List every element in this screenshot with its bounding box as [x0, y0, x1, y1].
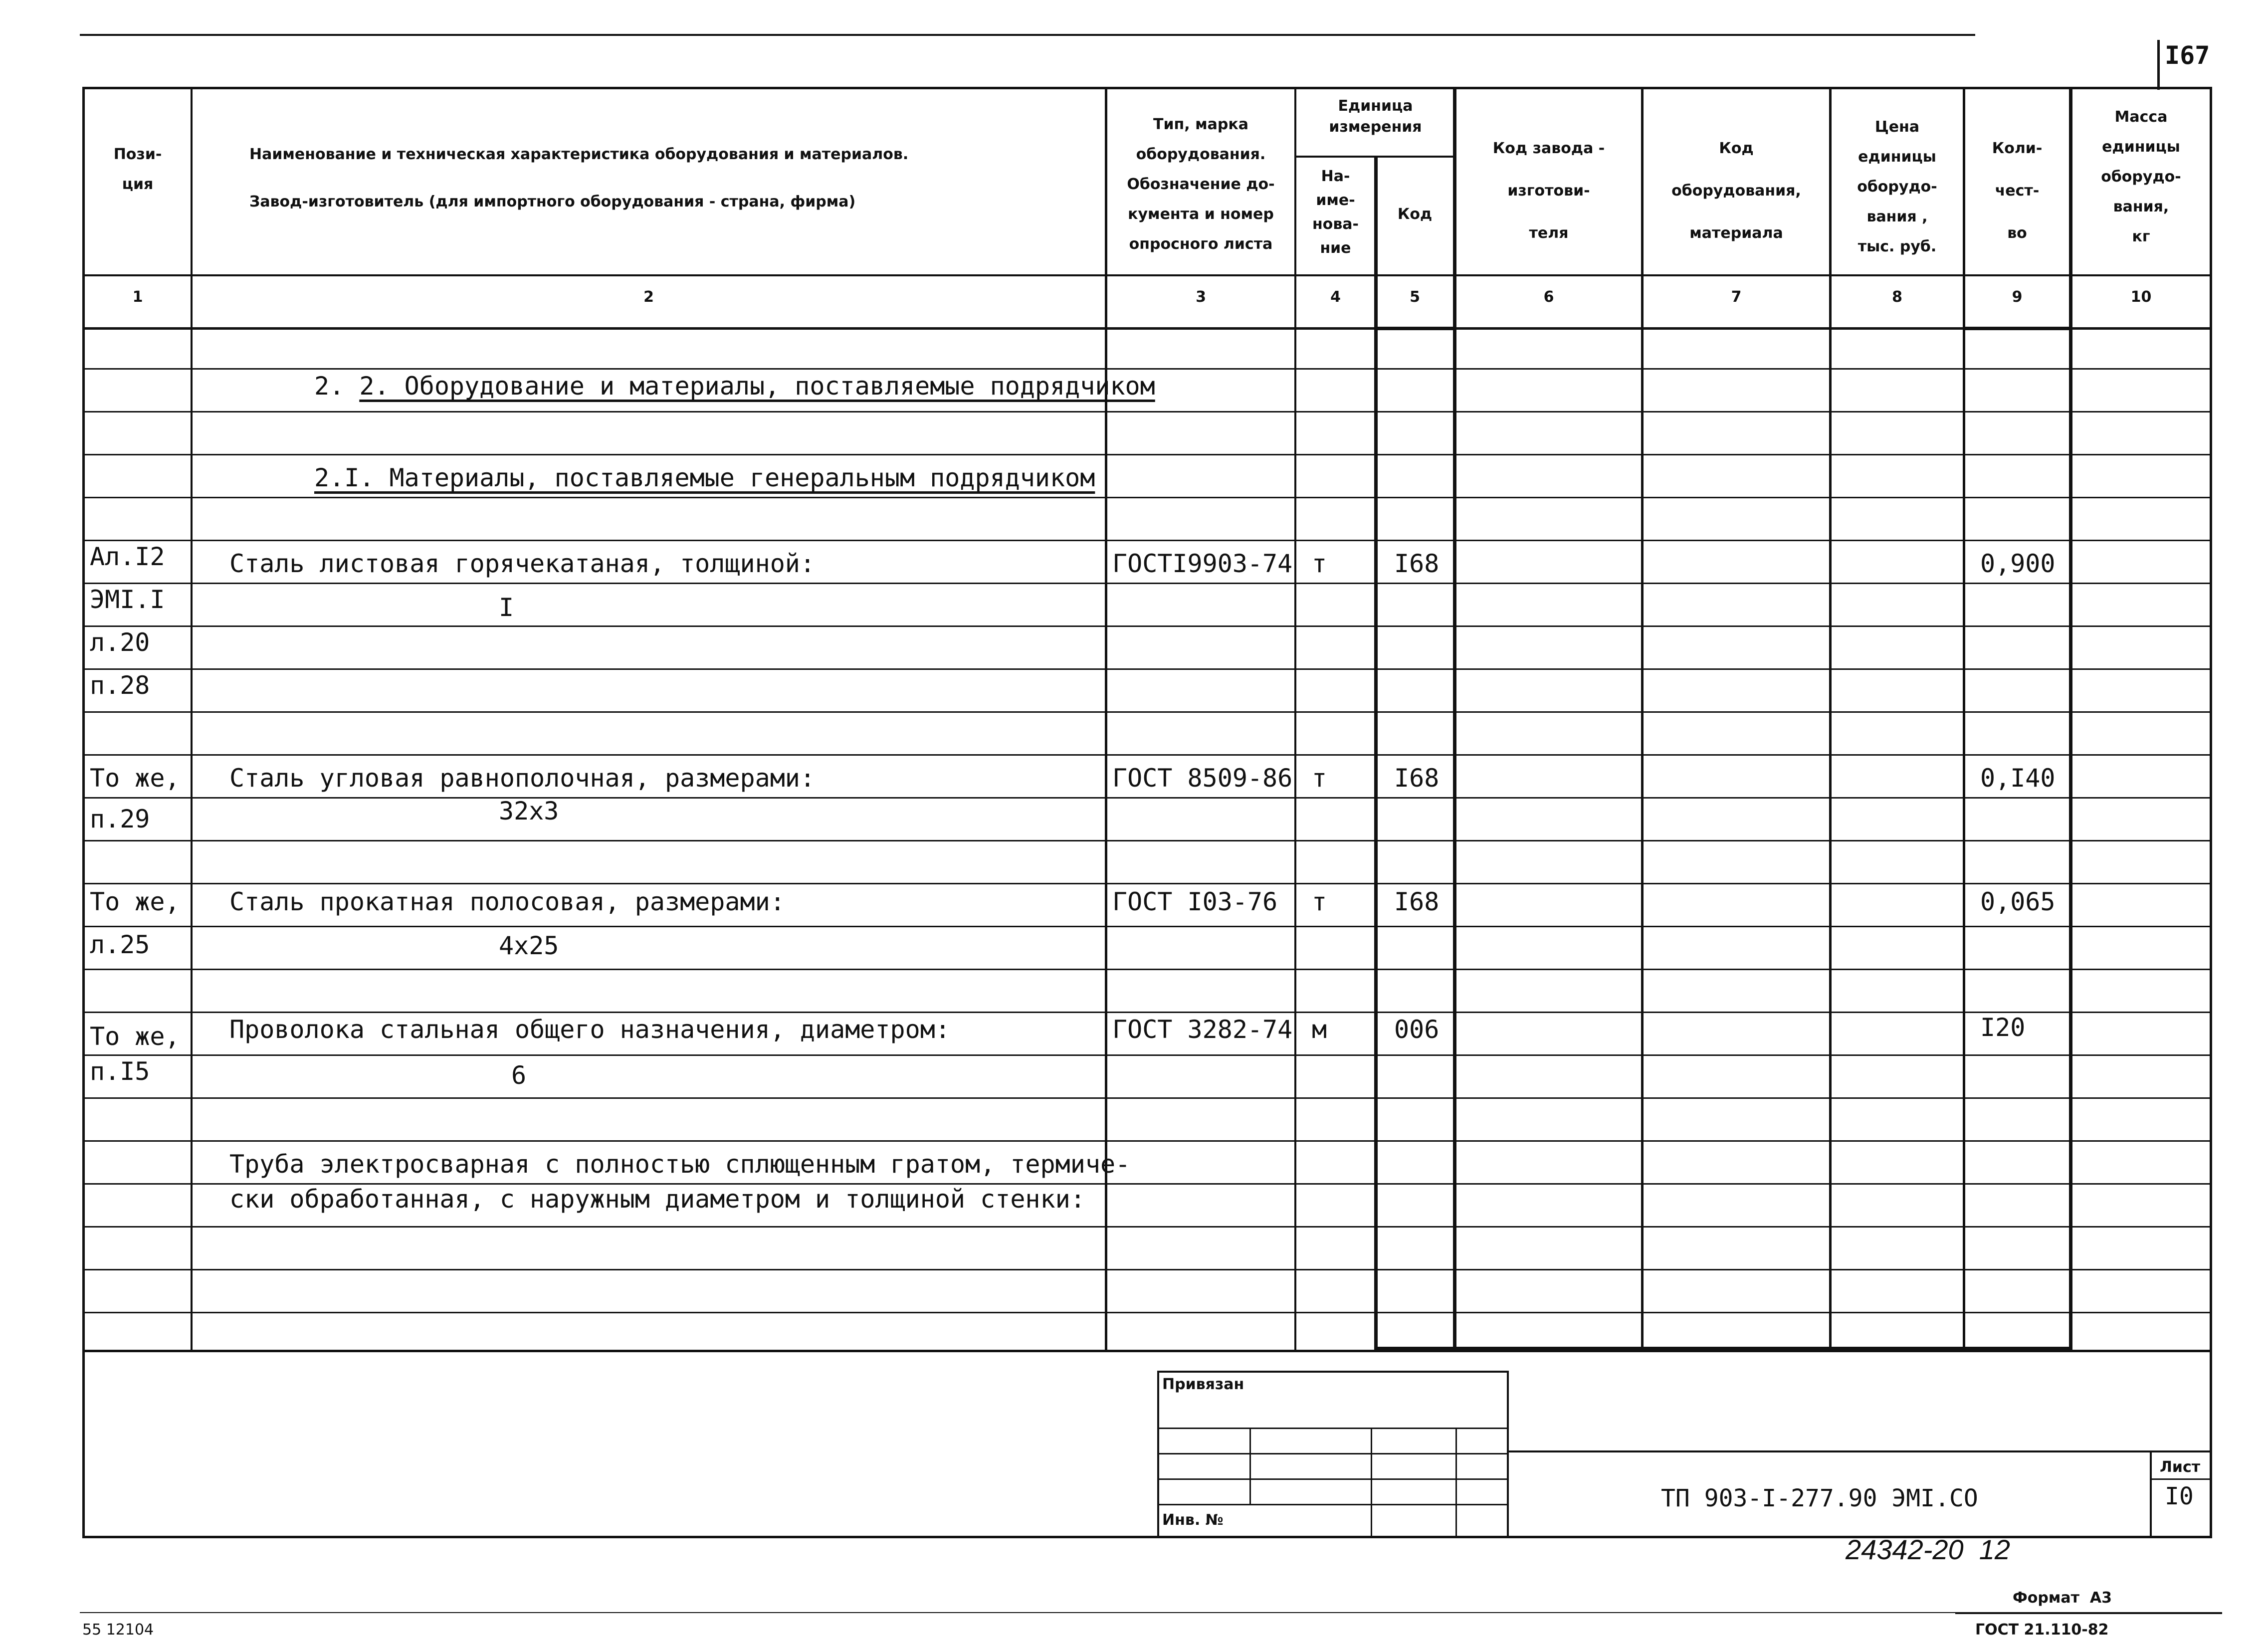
row-line	[82, 883, 2212, 884]
row2-qty: 0,I40	[1980, 764, 2056, 793]
col-number: 4	[1330, 288, 1341, 306]
row-line	[82, 583, 2212, 584]
row-line	[82, 840, 2212, 841]
sheet-box-left	[2150, 1450, 2152, 1538]
numbers-bottom-line	[82, 327, 2212, 330]
col-line-7	[1829, 87, 1832, 1351]
row4-size: 6	[511, 1061, 527, 1090]
row1-pos-3: л.20	[90, 628, 150, 657]
header-col10: Масса единицы оборудо- вания, кг	[2101, 108, 2181, 245]
col-line-8	[1963, 87, 1965, 1351]
header-bottom-line	[82, 274, 2212, 276]
row-line	[82, 1226, 2212, 1228]
col-line-5	[1453, 87, 1456, 1351]
header-col3: Тип, марка оборудования. Обозначение до- кумента и номер опросного листа	[1127, 116, 1275, 253]
row-line	[82, 411, 2212, 412]
table-right-border	[2210, 87, 2212, 1538]
row4-pos-2: п.I5	[90, 1057, 150, 1086]
sheet-box-divider	[2150, 1478, 2212, 1480]
handwritten-number: 24342-20 12	[1846, 1534, 2011, 1565]
top-rule	[80, 34, 1975, 36]
row3-name: Сталь прокатная полосовая, размерами:	[229, 887, 785, 916]
row1-pos-1: Ал.I2	[90, 542, 165, 571]
sheet-number: I0	[2165, 1482, 2194, 1510]
row1-name: Сталь листовая горячекатаная, толщиной:	[229, 549, 815, 578]
table-top-border	[82, 87, 2212, 89]
header-col9: Коли- чест- во	[1992, 140, 2043, 242]
row3-code: I68	[1394, 887, 1440, 916]
row2-unit: т	[1312, 764, 1327, 793]
row2-name: Сталь угловая равнополочная, размерами:	[229, 764, 815, 793]
row1-code: I68	[1394, 549, 1440, 578]
row-line	[82, 1312, 2212, 1313]
title-block-top	[1509, 1450, 2212, 1452]
header-col5: Код	[1397, 206, 1433, 223]
pipe-line-2: ски обработанная, с наружным диаметром и толщиной стенки:	[229, 1185, 1085, 1214]
col-number: 2	[643, 288, 654, 306]
bound-label: Привязан	[1162, 1376, 1244, 1393]
header-unit-group: Единица измерения	[1329, 97, 1422, 136]
col-number: 8	[1892, 288, 1902, 306]
col-number: 10	[2130, 288, 2152, 306]
bold-box-top-b	[1963, 327, 2071, 330]
row3-qty: 0,065	[1980, 887, 2056, 916]
section-2-text: 2. Оборудование и материалы, поставляемые подрядчиком	[359, 372, 1155, 401]
row-line	[82, 711, 2212, 713]
row-line	[82, 668, 2212, 670]
header-col7: Код оборудования, материала	[1671, 140, 1801, 242]
row-line	[82, 454, 2212, 455]
col-line-1	[191, 87, 193, 1351]
sheet-label: Лист	[2160, 1458, 2201, 1476]
row-line	[82, 1097, 2212, 1099]
row-line	[82, 926, 2212, 927]
row1-pos-4: п.28	[90, 671, 150, 700]
row2-pos-1: То же,	[90, 764, 180, 793]
row-line	[82, 1140, 2212, 1142]
col-line-9	[2069, 87, 2072, 1351]
row-line	[82, 797, 2212, 799]
row4-unit: м	[1312, 1015, 1327, 1044]
header-col1: Пози- ция	[113, 146, 162, 193]
pipe-line-1: Труба электросварная с полностью сплющенным гратом, термиче-	[229, 1150, 1131, 1179]
col-number: 7	[1731, 288, 1742, 306]
row3-doc: ГОСТ I03-76	[1112, 887, 1278, 916]
row-line	[82, 969, 2212, 970]
col-number: 1	[132, 288, 143, 306]
header-col6: Код завода - изготови- теля	[1492, 140, 1605, 242]
row4-qty: I20	[1980, 1013, 2026, 1042]
row4-name: Проволока стальная общего назначения, диаметром:	[229, 1015, 950, 1044]
row-line	[82, 1269, 2212, 1270]
row2-code: I68	[1394, 764, 1440, 793]
footer-rule-left	[80, 1612, 1955, 1613]
row-line	[82, 1012, 2212, 1013]
stamp-vline	[1249, 1428, 1251, 1505]
row-line	[82, 1054, 2212, 1056]
header-col4: На- име- нова- ние	[1312, 168, 1359, 257]
header-col8: Цена единицы оборудо- вания , тыс. руб.	[1857, 118, 1937, 255]
row3-pos-1: То же,	[90, 887, 180, 916]
page-number-rule	[2157, 40, 2160, 90]
left-code: 55 12104	[82, 1621, 154, 1639]
row2-size: 32x3	[499, 797, 559, 825]
row-line	[82, 540, 2212, 541]
header-col2: Наименование и техническая характеристика оборудования и материалов. Завод-изготовитель (для импортного оборудования - страна, фирма)	[249, 146, 909, 210]
inventory-label: Инв. №	[1162, 1511, 1224, 1529]
col-line-4	[1374, 156, 1378, 1351]
row1-doc: ГОСТI9903-74	[1112, 549, 1293, 578]
row-line	[82, 754, 2212, 756]
page-number: I67	[2165, 41, 2210, 70]
row4-doc: ГОСТ 3282-74	[1112, 1015, 1293, 1044]
bold-box-top-a	[1374, 327, 1454, 330]
row1-size: I	[499, 593, 514, 622]
format-label: Формат А3	[2013, 1589, 2112, 1607]
row4-pos-1: То же,	[90, 1022, 180, 1051]
row2-pos-2: п.29	[90, 805, 150, 833]
row3-pos-2: л.25	[90, 930, 150, 959]
row-line	[82, 368, 2212, 370]
col-number: 5	[1410, 288, 1420, 306]
document-code: ТП 903-I-277.90 ЭМI.CO	[1661, 1484, 1978, 1512]
stamp-vline	[1371, 1428, 1372, 1537]
footer-rule	[1955, 1612, 2222, 1614]
row2-doc: ГОСТ 8509-86	[1112, 764, 1293, 793]
col-number: 3	[1196, 288, 1206, 306]
section-2-title: 2. 2. Оборудование и материалы, поставляемые подрядчиком	[314, 372, 1155, 401]
row1-unit: т	[1312, 549, 1327, 578]
section-2-1-title: 2.I. Материалы, поставляемые генеральным подрядчиком	[314, 463, 1095, 492]
row-line	[82, 625, 2212, 627]
bold-box-bottom	[1374, 1347, 2072, 1350]
row3-size: 4x25	[499, 931, 559, 960]
stamp-vline	[1455, 1428, 1457, 1537]
col-number: 9	[2012, 288, 2023, 306]
row1-pos-2: ЭМI.I	[90, 585, 165, 614]
col-line-3	[1294, 87, 1296, 1351]
standard-label: ГОСТ 21.110-82	[1975, 1621, 2109, 1639]
col-number: 6	[1543, 288, 1554, 306]
col-line-6	[1641, 87, 1644, 1351]
row1-qty: 0,900	[1980, 549, 2056, 578]
row3-unit: т	[1312, 887, 1327, 916]
stamp-frame-top	[1157, 1371, 1509, 1373]
row4-code: 006	[1394, 1015, 1440, 1044]
row-line	[82, 497, 2212, 498]
